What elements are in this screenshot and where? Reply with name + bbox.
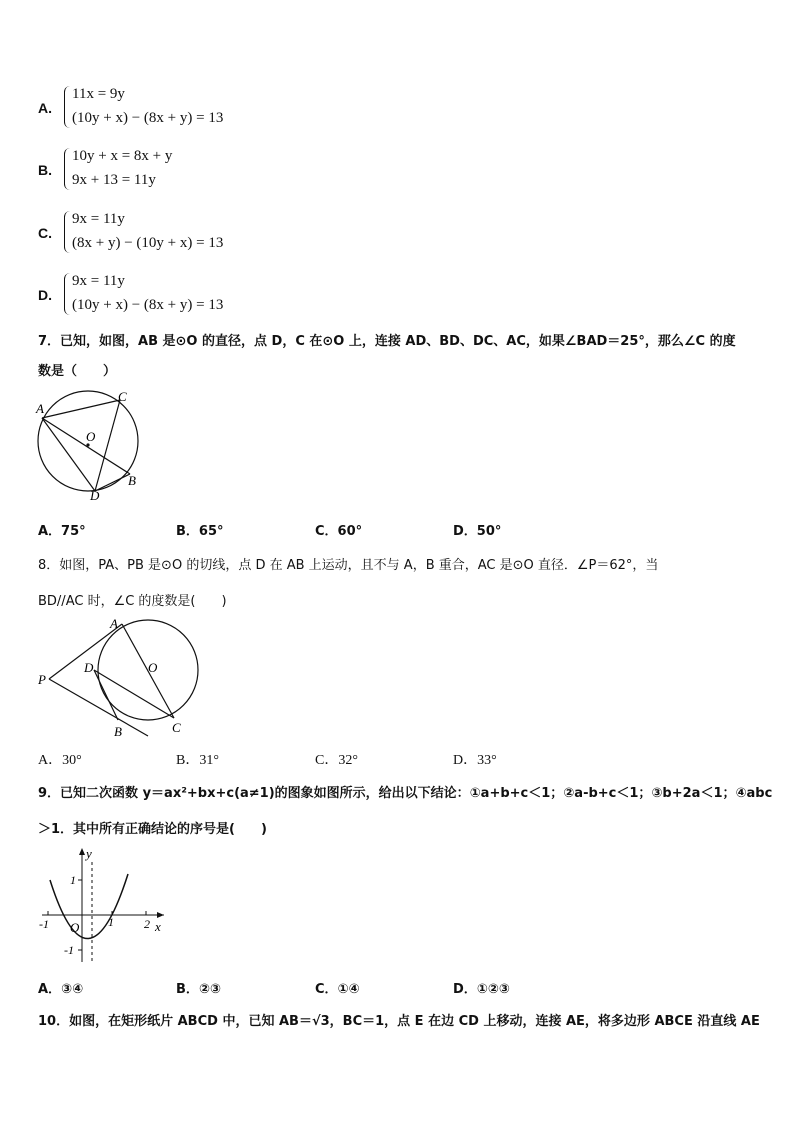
tangent-diagram [36,614,206,742]
equation-line: (10y + x) − (8x + y) = 13 [72,110,224,126]
answer-option: A．③④ [38,982,84,997]
tick-label: 1 [70,873,76,887]
equation-line: (8x + y) − (10y + x) = 13 [72,235,224,251]
label-o: O [86,429,96,444]
question-text: ＞1．其中所有正确结论的序号是( ) [38,822,267,837]
brace [64,273,71,315]
label-p: P [38,672,46,687]
brace [64,148,71,190]
question-text: 数是（ ） [38,364,117,379]
equation-line: 9x = 11y [72,273,125,289]
label-x: x [155,919,161,934]
answer-option: C．60° [315,524,363,539]
tick-label: 2 [144,917,150,931]
circle-diagram [32,388,144,500]
label-c: C [172,720,181,735]
tick-label: -1 [64,943,74,957]
tick-label: -1 [39,917,49,931]
label-o: O [148,660,158,675]
equation-line: 11x = 9y [72,86,125,102]
label-o: O [70,920,80,935]
answer-option: D．50° [453,524,502,539]
brace [64,211,71,253]
question-text: 10．如图，在矩形纸片 ABCD 中，已知 AB＝√3，BC＝1，点 E 在边 CD 上移动，连接 AE，将多边形 ABCE 沿直线 AE [38,1014,760,1029]
question-text: 8．如图，PA、PB 是⊙O 的切线，点 D 在 AB 上运动，且不与 A，B 重合，AC 是⊙O 直径．∠P＝62°，当 [38,558,659,573]
answer-option: A．75° [38,524,86,539]
equation-line: 10y + x = 8x + y [72,148,173,164]
question-text: 7．已知，如图，AB 是⊙O 的直径，点 D，C 在⊙O 上，连接 AD、BD、DC、AC，如果∠BAD＝25°，那么∠C 的度 [38,334,736,349]
answer-option: D．33° [453,753,497,768]
answer-option: A．30° [38,753,82,768]
option-letter: A. [38,100,52,116]
brace [64,86,71,128]
option-letter: C. [38,225,52,241]
answer-option: B．②③ [176,982,221,997]
tick-label: 1 [108,915,114,929]
label-y: y [86,846,92,861]
option-letter: B. [38,162,52,178]
answer-option: C．32° [315,753,358,768]
question-text: 9．已知二次函数 y＝ax²+bx+c(a≠1)的图象如图所示，给出以下结论：①a+b+c＜1；②a-b+c＜1；③b+2a＜1；④abc [38,786,773,801]
answer-option: C．①④ [315,982,360,997]
equation-line: 9x = 11y [72,211,125,227]
option-letter: D. [38,287,52,303]
answer-option: D．①②③ [453,982,510,997]
question-text: BD//AC 时，∠C 的度数是( ) [38,594,227,609]
label-a: A [36,401,44,416]
label-a: A [110,616,118,631]
label-c: C [118,389,127,404]
answer-option: B．65° [176,524,224,539]
label-b: B [114,724,122,739]
label-b: B [128,473,136,488]
equation-line: (10y + x) − (8x + y) = 13 [72,297,224,313]
label-d: D [84,660,94,675]
equation-line: 9x + 13 = 11y [72,172,156,188]
parabola-graph [36,844,172,966]
label-d: D [90,488,100,500]
answer-option: B．31° [176,753,219,768]
